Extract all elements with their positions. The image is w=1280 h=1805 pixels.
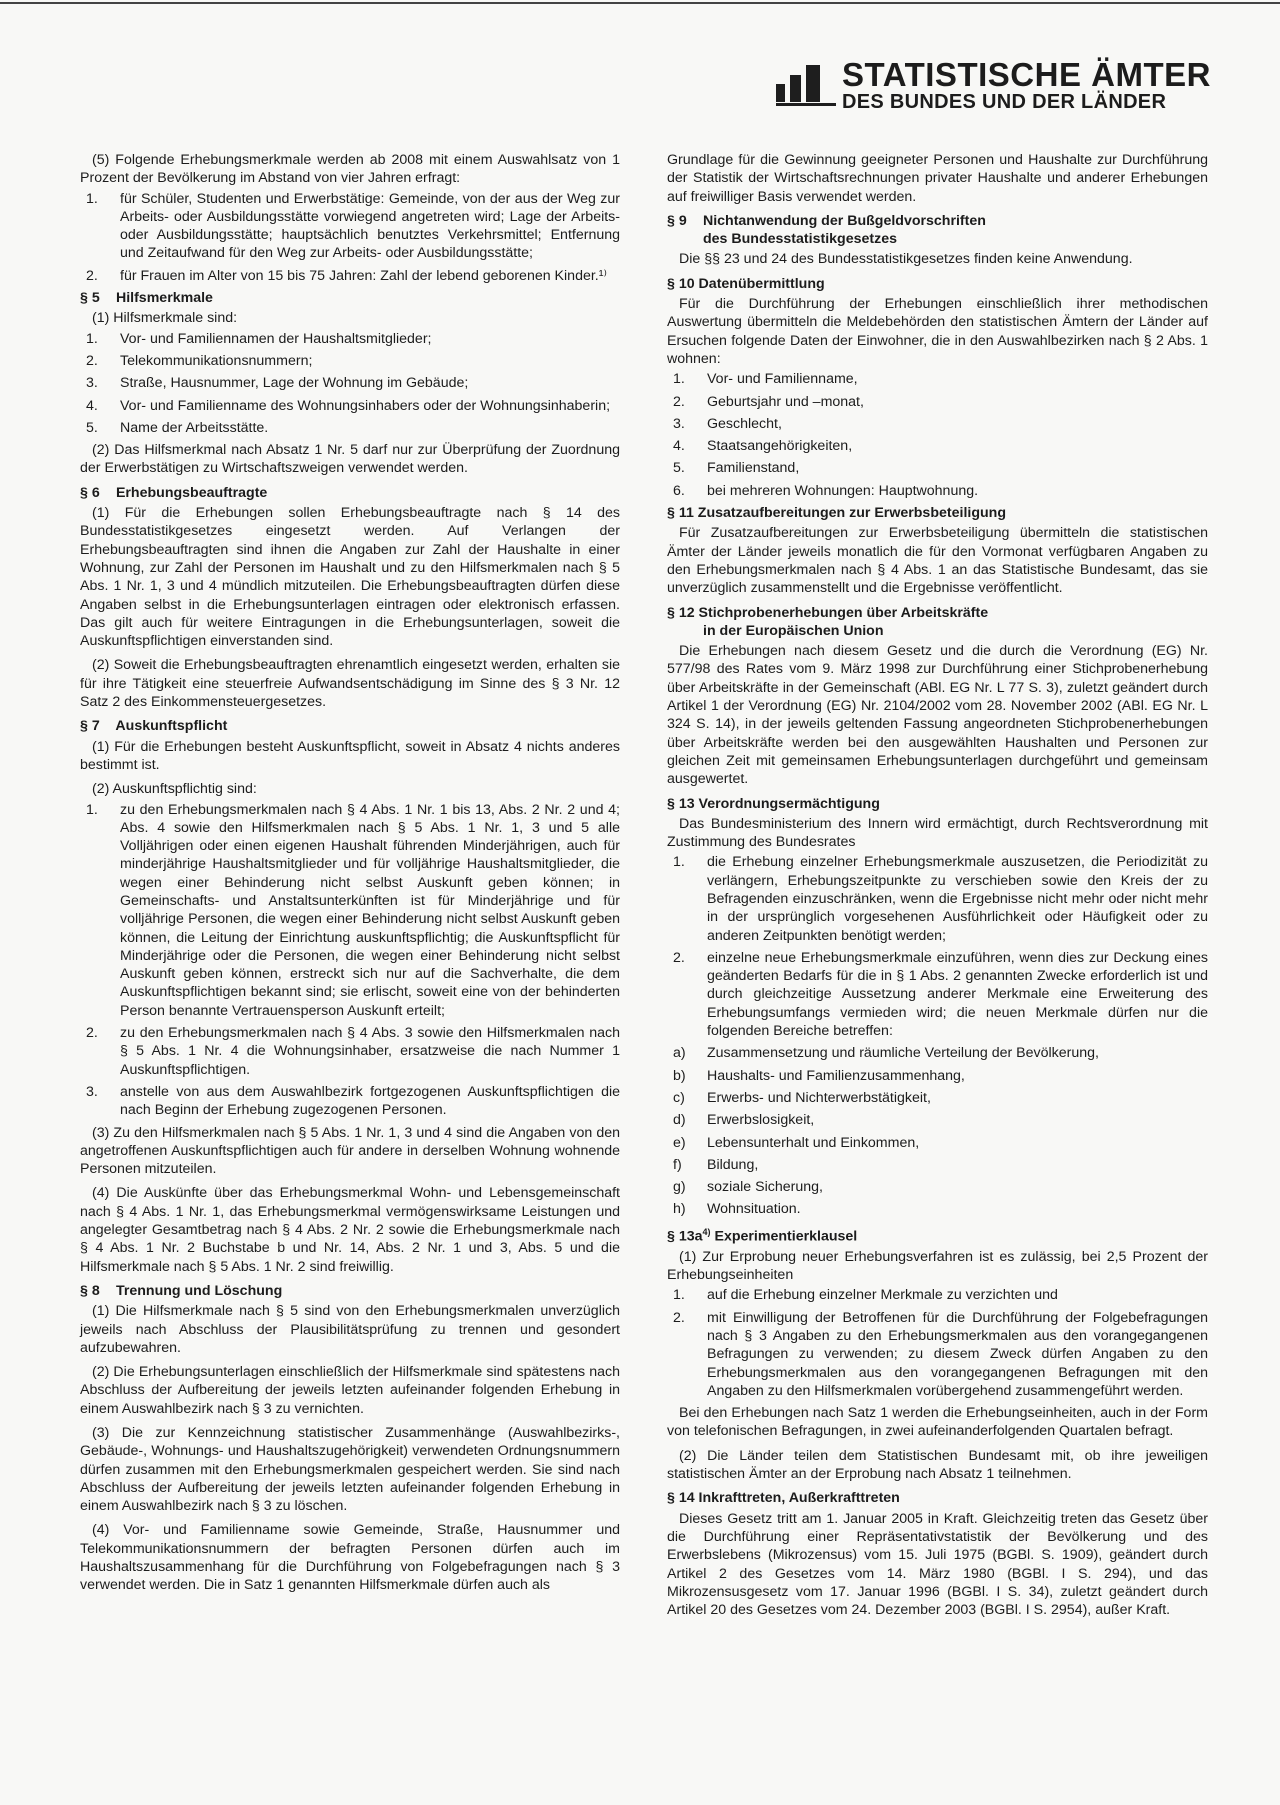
list-item-text: Erwerbslosigkeit,	[707, 1112, 815, 1129]
list-item-text: Geburtsjahr und –monat,	[707, 393, 864, 410]
paragraph: Die §§ 23 und 24 des Bundesstatistikgesetzes finden keine Anwendung.	[679, 251, 1133, 268]
list-item-text: Straße, Hausnummer, Lage der Wohnung im Gebäude;	[120, 375, 469, 392]
paragraph: (5) Folgende Erhebungsmerkmale werden ab 2008 mit einem Auswahlsatz von 1 Prozent der Bevölkerung im Abstand von vier Jahren erfragt:	[80, 152, 620, 187]
list-item	[667, 853, 1208, 944]
numbered-list	[667, 370, 1208, 500]
numbered-list	[80, 190, 620, 285]
list-item	[667, 1067, 1208, 1085]
paragraph: (3) Zu den Hilfsmerkmalen nach § 5 Abs. 1 Nr. 1, 3 und 4 sind die Angaben von den angetroffenen Auskunftspflichtigen auch für andere in derselben Wohnung wohnende Personen mitzuteilen.	[80, 1124, 620, 1178]
list-item-number: 5.	[673, 460, 685, 477]
list-item-number: 2.	[673, 949, 685, 966]
section-heading: § $13a^{4)}$ Experimentierklausel	[667, 1226, 858, 1245]
list-item-number: 2.	[86, 267, 98, 284]
paragraph: Grundlage für die Gewinnung geeigneter Personen und Haushalte zur Durchführung der Statistik der Wirtschaftsrechnungen privater Haushalte und anderer Erhebungen auf freiwilliger Basis verwendet werden.	[667, 152, 1208, 205]
list-item	[667, 1089, 1208, 1107]
list-item-number: 5.	[86, 419, 98, 436]
section-heading: § 8 Trennung und Löschung	[80, 1282, 283, 1299]
list-item	[667, 1309, 1208, 1400]
list-item	[667, 393, 1208, 411]
list-item	[667, 370, 1208, 388]
list-item-text: Bildung,	[707, 1156, 759, 1173]
paragraph: (1) Zur Erprobung neuer Erhebungsverfahren ist es zulässig, bei 2,5 Prozent der Erhebungseinheiten	[667, 1248, 1208, 1284]
paragraph: Die Erhebungen nach diesem Gesetz und die durch die Verordnung (EG) Nr. 577/98 des Rates vom 9. März 1998 zur Durchführung einer Stichprobenerhebung über Arbeitskräfte in der Gemeinschaft (ABl. EG Nr. L 77 S. 3), zuletzt geändert durch Artikel 1 der Verordnung (EG) Nr. 2104/2002 vom 28. November 2002 (ABl. EG Nr. L 324 S. 14), in der jeweils geltenden Fassung angeordneten Stichprobenerhebungen über Arbeitskräfte werden bei den ausgewählten Haushalten und Personen zur gleichen Zeit mit gemeinsamen Erhebungsunterlagen durchgeführt und gemeinsam ausgewertet.	[667, 643, 1208, 788]
list-item	[80, 397, 620, 415]
list-item-text: auf die Erhebung einzelner Merkmale zu verzichten und	[707, 1287, 1058, 1304]
list-item-number: a)	[673, 1045, 686, 1062]
paragraph: Das Bundesministerium des Innern wird ermächtigt, durch Rechtsverordnung mit Zustimmung des Bundesrates	[667, 815, 1208, 851]
bar-chart-logo-icon	[776, 66, 838, 106]
list-item	[80, 267, 620, 285]
list-item-number: 2.	[673, 1309, 685, 1326]
list-item-number: d)	[673, 1112, 686, 1129]
paragraph: (1) Die Hilfsmerkmale nach § 5 sind von den Erhebungsmerkmalen unverzüglich jeweils nach Abschluss der Plausibilitätsprüfung zu trennen und gesondert aufzubewahren.	[80, 1303, 620, 1356]
list-item-number: 3.	[673, 415, 685, 432]
lettered-list	[667, 1044, 1208, 1218]
list-item-text: Telekommunikationsnummern;	[120, 352, 313, 369]
list-item-text: Erwerbs- und Nichterwerbstätigkeit,	[707, 1089, 931, 1106]
list-item-text: Haushalts- und Familienzusammenhang,	[707, 1067, 965, 1084]
list-item-text: Geschlecht,	[707, 415, 782, 432]
right-column	[667, 151, 1208, 1625]
list-item	[80, 190, 620, 263]
section-heading: § 9 Nichtanwendung der Bußgeldvorschriften des Bundesstatistikgesetzes	[667, 212, 986, 248]
list-item-number: 3.	[86, 1083, 98, 1100]
section-heading: § 7 Auskunftspflicht	[80, 718, 228, 735]
list-item-number: h)	[673, 1201, 686, 1218]
list-item-text: einzelne neue Erhebungsmerkmale einzuführen, wenn dies zur Deckung eines geänderten Bedarfs für die in § 1 Abs. 2 genannten Zwecke erforderlich ist und durch gleichzeitige Aussetzung anderer Merkmale eine Erweiterung des Erhebungsumfangs vermieden wird; die neuen Merkmale dürfen nur die folgenden Bereiche betreffen:	[707, 949, 1208, 1040]
list-item	[80, 1024, 620, 1079]
section-heading: § 5 Hilfsmerkmale	[80, 290, 213, 307]
paragraph: (4) Die Auskünfte über das Erhebungsmerkmal Wohn- und Lebensgemeinschaft nach § 4 Abs. 1 Nr. 1, das Erhebungsmerkmal vermögenswirksame Leistungen und angelegter Gesamtbetrag nach § 4 Abs. 2 Nr. 2 sowie die Erhebungsmerkmale nach § 4 Abs. 1 Nr. 2 Buchstabe b und Nr. 14, Abs. 2 Nr. 1 und 3, Abs. 5 und die Hilfsmerkmale nach § 5 Abs. 1 Nr. 2 sind freiwillig.	[80, 1185, 620, 1275]
paragraph: Für Zusatzaufbereitungen zur Erwerbsbeteiligung übermitteln die statistischen Ämter der Länder jeweils monatlich die für den Vormonat verfügbaren Angaben zu den Erhebungsmerkmalen nach § 4 Abs. 1 an das Statistische Bundesamt, das sie unverzüglich zusammenstellt und die Ergebnisse veröffentlicht.	[667, 525, 1208, 597]
list-item-text: zu den Erhebungsmerkmalen nach § 4 Abs. 1 Nr. 1 bis 13, Abs. 2 Nr. 2 und 4; Abs. 4 sowie den Hilfsmerkmalen nach § 5 Abs. 1 Nr. 1, 3 und 5 alle Volljährigen oder einen eigenen Haushalt führenden Minderjährigen, auch für minderjährige Haushaltsmitglieder und für volljährige Haushaltsmitglieder, die wegen einer Behinderung nicht selbst Auskunft geben können; in Gemeinschafts- und Anstaltsunterkünften ist für Minderjährige und für volljährige Personen, die wegen einer Behinderung nicht selbst Auskunft geben können, die Leitung der Einrichtung auskunftspflichtig; die Auskunftspflicht für Minderjährige oder die Personen, die wegen einer Behinderung nicht selbst Auskunft geben können, erstreckt sich nur auf die Sachverhalte, die dem Auskunftspflichtigen bekannt sind; sie erlischt, soweit eine von der behinderten Person benannte Vertrauensperson Auskunft erteilt;	[120, 801, 620, 1019]
paragraph: Bei den Erhebungen nach Satz 1 werden die Erhebungseinheiten, auch in der Form von telefonischen Befragungen, in zwei aufeinanderfolgenden Quartalen befragt.	[667, 1405, 1208, 1440]
list-item-text: Vor- und Familiennamen der Haushaltsmitglieder;	[120, 330, 432, 347]
list-item-text: für Frauen im Alter von 15 bis 75 Jahren: Zahl der lebend geborenen Kinder.¹⁾	[120, 267, 607, 284]
numbered-list	[667, 853, 1208, 1040]
list-item-text: für Schüler, Studenten und Erwerbstätige: Gemeinde, von der aus der Weg zur Arbeits- oder Ausbildungsstätte vorwiegend angetreten wird; Lage der Arbeits- oder Ausbildungsstätte; hauptsächlich benutztes Verkehrsmittel; Entfernung und Zeitaufwand für den Weg zur Arbeits- oder Ausbildungsstätte;	[120, 190, 620, 262]
list-item	[80, 419, 620, 437]
list-item	[667, 1178, 1208, 1196]
list-item-text: zu den Erhebungsmerkmalen nach § 4 Abs. 3 sowie den Hilfsmerkmalen nach § 5 Abs. 1 Nr. 4 die Wohnungsinhaber, ersatzweise die nach Nummer 1 Auskunftspflichtigen.	[120, 1025, 620, 1078]
list-item-number: 3.	[86, 375, 98, 392]
paragraph: Dieses Gesetz tritt am 1. Januar 2005 in Kraft. Gleichzeitig treten das Gesetz über die Durchführung einer Repräsentativstatistik der Bevölkerung und des Erwerbslebens (Mikrozensus) vom 15. Juli 1975 (BGBl. S. 1909), geändert durch Artikel 2 des Gesetzes vom 14. März 1980 (BGBl. I S. 294), und das Mikrozensusgesetz vom 17. Januar 1996 (BGBl. I S. 34), zuletzt geändert durch Artikel 20 des Gesetzes vom 24. Dezember 2003 (BGBl. I S. 2954), außer Kraft.	[667, 1510, 1208, 1619]
list-item-number: 1.	[86, 330, 98, 347]
list-item-text: mit Einwilligung der Betroffenen für die Durchführung der Folgebefragungen nach § 3 Angaben zu den Erhebungsmerkmalen aus den vorangegangenen Befragungen zu verwenden; zu diesem Zweck dürfen Angaben zu den Erhebungsmerkmalen aus den vorangegangenen Befragungen mit den Angaben zu den Hilfsmerkmalen vorübergehend zusammengeführt werden.	[707, 1309, 1208, 1399]
left-column	[80, 151, 620, 1601]
list-item	[667, 415, 1208, 433]
section-heading: § 14 Inkrafttreten, Außerkrafttreten	[667, 1490, 900, 1507]
list-item-number: 2.	[86, 1025, 98, 1042]
list-item	[80, 330, 620, 348]
list-item-number: 1.	[673, 854, 685, 871]
paragraph: (3) Die zur Kennzeichnung statistischer Zusammenhänge (Auswahlbezirks-, Gebäude-, Wohnungs- und Haushaltszugehörigkeit) verwendeten Ordnungsnummern dürfen zusammen mit den Erhebungsmerkmalen gespeichert werden. Sie sind nach Abschluss der Aufbereitung der jeweils letzten aufeinander folgenden Erhebung in einem Auswahlbezirk nach § 3 zu löschen.	[80, 1425, 620, 1515]
list-item-number: 2.	[673, 393, 685, 410]
list-item	[80, 801, 620, 1021]
list-item-number: 1.	[86, 801, 98, 818]
paragraph: Für die Durchführung der Erhebungen einschließlich ihrer methodischen Auswertung übermitteln die Meldebehörden den statistischen Ämtern der Länder auf Ersuchen folgende Daten der Einwohner, die in den Auswahlbezirken nach § 2 Abs. 1 wohnen:	[667, 296, 1208, 367]
list-item-text: Zusammensetzung und räumliche Verteilung der Bevölkerung,	[707, 1045, 1099, 1062]
list-item	[667, 437, 1208, 455]
list-item	[667, 482, 1208, 500]
list-item-text: Vor- und Familienname,	[707, 371, 858, 388]
list-item-number: g)	[673, 1179, 686, 1196]
section-heading: § 10 Datenübermittlung	[667, 275, 825, 292]
list-item-number: 4.	[673, 438, 685, 455]
list-item-text: Lebensunterhalt und Einkommen,	[707, 1134, 920, 1151]
logo-subtitle: DES BUNDES UND DER LÄNDER	[842, 91, 1167, 113]
paragraph: (1) Für die Erhebungen sollen Erhebungsbeauftragte nach § 14 des Bundesstatistikgesetzes eingesetzt werden. Auf Verlangen der Erhebungsbeauftragten sind ihnen die Angaben zur Zahl der Haushalte in einer Wohnung, zur Zahl der Personen im Haushalt und zu den Hilfsmerkmalen nach § 5 Abs. 1 Nr. 1, 3 und 4 mündlich mitzuteilen. Die Erhebungsbeauftragten dürfen diese Angaben selbst in die Erhebungsunterlagen eintragen oder elektronisch erfassen. Das gilt auch für weitere Eintragungen in die Erhebungsunterlagen, soweit die Auskunftspflichtigen einverstanden sind.	[80, 505, 620, 650]
list-item-number: 4.	[86, 397, 98, 414]
list-item-text: Name der Arbeitsstätte.	[120, 419, 269, 436]
numbered-list	[80, 801, 620, 1120]
section-heading: § 6 Erhebungsbeauftragte	[80, 484, 268, 501]
list-item-text: die Erhebung einzelner Erhebungsmerkmale auszusetzen, die Periodizität zu verlängern, Erhebungszeitpunkte zu verschieben sowie den Kreis der zu Befragenden einzuschränken, wenn die Ergebnisse nicht mehr oder nicht mehr in der ursprünglich vorgesehenen Ausführlichkeit oder Häufigkeit oder zu anderen Zeitpunkten benötigt werden;	[707, 854, 1208, 944]
list-item-text: Familienstand,	[707, 460, 800, 477]
section-heading: § 13 Verordnungsermächtigung	[667, 795, 880, 812]
list-item	[667, 1200, 1208, 1218]
list-item	[667, 1134, 1208, 1152]
paragraph: (2) Die Erhebungsunterlagen einschließlich der Hilfsmerkmale sind spätestens nach Abschluss der Aufbereitung der jeweils letzten aufeinander folgenden Erhebung in einem Auswahlbezirk nach § 3 zu vernichten.	[80, 1364, 620, 1417]
paragraph: (2) Auskunftspflichtig sind:	[92, 781, 257, 798]
section-heading: § 11 Zusatzaufbereitungen zur Erwerbsbeteiligung	[667, 505, 1006, 522]
numbered-list	[80, 330, 620, 437]
paragraph: (2) Die Länder teilen dem Statistischen Bundesamt mit, ob ihre jeweiligen statistischen Ämter an der Erprobung nach Absatz 1 teilnehmen.	[667, 1447, 1208, 1483]
list-item	[80, 1083, 620, 1120]
list-item-number: 2.	[86, 352, 98, 369]
list-item	[667, 949, 1208, 1040]
paragraph: (1) Für die Erhebungen besteht Auskunftspflicht, soweit in Absatz 4 nichts anderes bestimmt ist.	[80, 738, 620, 773]
logo-title: STATISTISCHE ÄMTER	[842, 56, 1211, 93]
list-item-number: e)	[673, 1134, 686, 1151]
list-item-text: soziale Sicherung,	[707, 1179, 823, 1196]
section-heading: § 12 Stichprobenerhebungen über Arbeitskräfte in der Europäischen Union	[667, 604, 989, 639]
list-item-text: Wohnsituation.	[707, 1201, 801, 1218]
numbered-list	[667, 1286, 1208, 1400]
list-item-text: Vor- und Familienname des Wohnungsinhabers oder der Wohnungsinhaberin;	[120, 397, 611, 414]
list-item-number: 1.	[673, 371, 685, 388]
list-item-number: 1.	[673, 1287, 685, 1304]
paragraph: (2) Das Hilfsmerkmal nach Absatz 1 Nr. 5 darf nur zur Überprüfung der Zuordnung der Erwerbstätigen zu Wirtschaftszweigen verwendet werden.	[80, 442, 620, 477]
list-item	[667, 1156, 1208, 1174]
list-item-number: 1.	[86, 190, 98, 207]
paragraph: (4) Vor- und Familienname sowie Gemeinde, Straße, Hausnummer und Telekommunikationsnummern der befragten Personen dürfen auch im Haushaltszusammenhang für die Durchführung von Folgebefragungen nach § 3 verwendet werden. Die in Satz 1 genannten Hilfsmerkmale dürfen auch als	[80, 1522, 620, 1594]
list-item-number: b)	[673, 1067, 686, 1084]
list-item	[667, 1286, 1208, 1304]
list-item-number: f)	[673, 1156, 682, 1173]
paragraph: (1) Hilfsmerkmale sind:	[92, 310, 238, 327]
list-item-text: bei mehreren Wohnungen: Hauptwohnung.	[707, 482, 979, 499]
list-item-text: anstelle von aus dem Auswahlbezirk fortgezogenen Auskunftspflichtigen die nach Beginn der Erhebung zugezogenen Personen.	[120, 1083, 620, 1119]
top-rule	[0, 2, 1280, 4]
list-item	[80, 352, 620, 370]
list-item	[667, 459, 1208, 477]
list-item-number: c)	[673, 1089, 685, 1106]
list-item	[667, 1044, 1208, 1062]
list-item	[667, 1111, 1208, 1129]
paragraph: (2) Soweit die Erhebungsbeauftragten ehrenamtlich eingesetzt werden, erhalten sie für ihre Tätigkeit eine steuerfreie Aufwandsentschädigung im Sinne des § 3 Nr. 12 Satz 2 des Einkommensteuergesetzes.	[80, 657, 620, 711]
list-item-text: Staatsangehörigkeiten,	[707, 438, 853, 455]
list-item-number: 6.	[673, 482, 685, 499]
statistik-logo	[776, 56, 1211, 116]
list-item	[80, 374, 620, 392]
